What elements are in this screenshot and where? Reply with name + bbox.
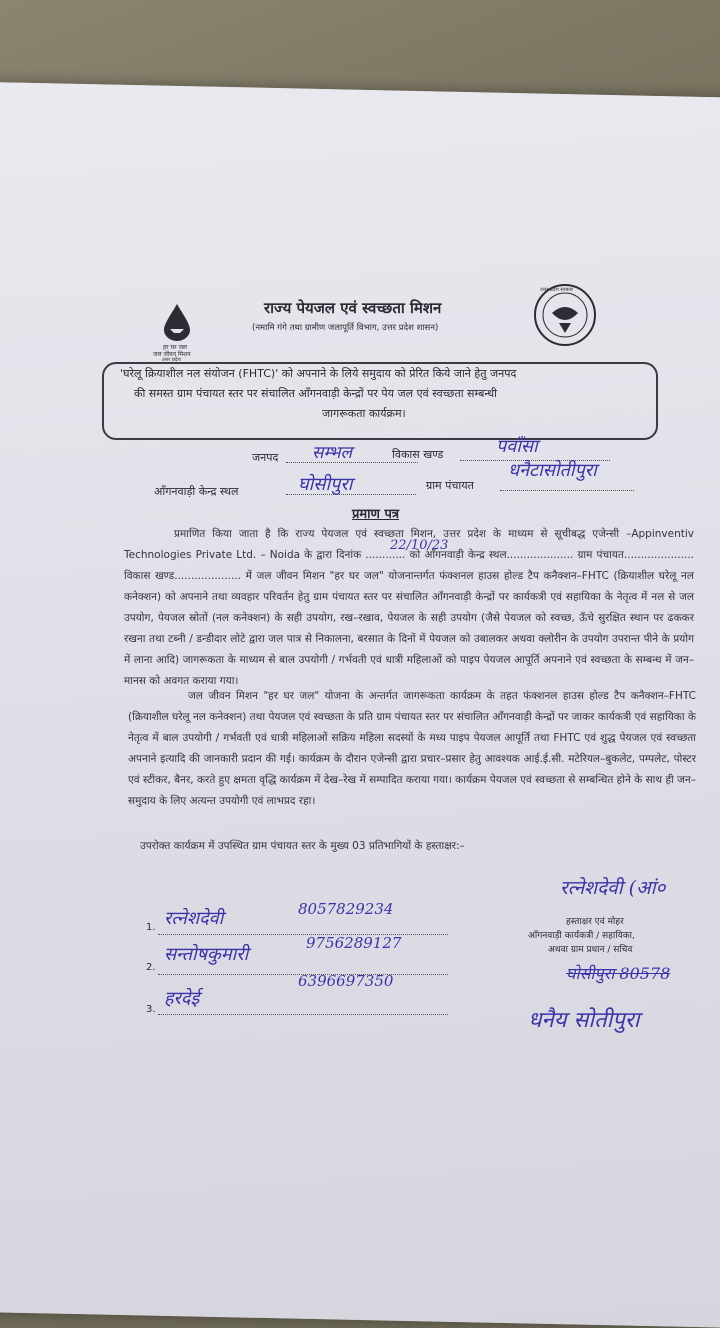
signatory-2-num: 2. (146, 962, 156, 973)
vikas-khand-label: विकास खण्ड (392, 448, 444, 461)
stamp-line-1: घोसीपुरा 80578 (566, 964, 671, 983)
janpad-value: सम्भल (312, 443, 353, 463)
program-line-1: 'घरेलू क्रियाशील नल संयोजन (FHTC)' को अपनाने के लिये समुदाय को प्रेरित किये जाने हेतु जनपद (120, 367, 517, 380)
logo-caption-2: जल जीवन मिशन (153, 351, 191, 358)
date-value: 22/10/23 (390, 538, 449, 553)
right-signature: रत्नेशदेवी (आं० (560, 877, 666, 899)
signatories-intro: उपरोक्त कार्यक्रम में उपस्थित ग्राम पंचायत स्तर के मुख्य 03 प्रतिभागियों के हस्ताक्षर:– (140, 840, 465, 852)
signatory-1-name: रत्नेशदेवी (164, 908, 224, 929)
signatory-1-dots (158, 934, 448, 935)
signatory-3-num: 3. (146, 1004, 156, 1015)
anganwadi-worker-label: आँगनवाड़ी कार्यकत्री / सहायिका, (528, 931, 635, 941)
signatory-3-dots (158, 1014, 448, 1015)
anganwadi-label: आँगनवाड़ी केन्द्र स्थल (154, 485, 239, 498)
anganwadi-value: घोसीपुरा (298, 474, 353, 495)
stamp-line-2: धनैय सोतीपुरा (528, 1008, 640, 1033)
sign-seal-label: हस्ताक्षर एवं मोहर (566, 917, 624, 927)
vikas-khand-value: पवाँसा (496, 436, 538, 457)
certificate-title: प्रमाण पत्र (352, 507, 400, 522)
janpad-label: जनपद (252, 451, 279, 464)
signatory-3-name: हरदेई (164, 988, 200, 1009)
gram-panchayat-value: धनैटासोतीपुरा (508, 460, 597, 481)
emblem-caption: उत्तर प्रदेश सरकार (540, 287, 573, 293)
signatory-2-phone: 9756289127 (306, 934, 402, 952)
logo-caption-1: हर घर जल (163, 344, 187, 351)
gram-panchayat-dots (500, 490, 634, 491)
pradhan-secretary-label: अथवा ग्राम प्रधान / सचिव (548, 945, 633, 955)
signatory-1-phone: 8057829234 (298, 900, 394, 918)
logo-caption-3: उत्तर प्रदेश (162, 357, 181, 363)
paragraph-2: जल जीवन मिशन "हर घर जल" योजना के अन्तर्गत जागरूकता कार्यक्रम के तहत फंक्शनल हाउस होल्ड टैप कनैक्शन–FHTC (क्रियाशील घरेलू नल कनेक्शन) तथा पेयजल एवं स्वच्छता के प्रति ग्राम पंचायत स्तर पर संचालित आँगनवाड़ी केन्द्रों पर जाकर कार्यकत्री एवं सहायिका के नेतृत्व में बाल उपयोगी / गर्भवती एवं धात्री महिलाओं सक्रिय महिला सदस्यों के मध्य पाइप पेयजल आपूर्ति तथा FHTC एवं शुद्ध पेयजल एवं स्वच्छता अपनाने इत्यादि की जानकारी प्रदान की गई। कार्यक्रम के दौरान एजेन्सी द्वारा प्रचार–प्रसार हेतु आवश्यक आई.ई.सी. मटेरियल–बुकलेट, पम्पलेट, पोस्टर एवं स्टीकर, बैनर, करते हुए क्षमता वृद्धि कार्यक्रम में देख–रेख में सम्पादित कराया गया। कार्यक्रम पेयजल एवं स्वच्छता से सम्बन्धित होने के साथ ही जन–समुदाय के लिए अत्यन्त उपयोगी एवं लाभप्रद रहा। (128, 690, 696, 807)
signatory-1-num: 1. (146, 922, 156, 933)
signatory-3-phone: 6396697350 (298, 972, 394, 990)
program-line-2: की समस्त ग्राम पंचायत स्तर पर संचालित आँगनवाड़ी केन्द्रों पर पेय जल एवं स्वच्छता सम्बन्धी (134, 387, 498, 400)
header-title: राज्य पेयजल एवं स्वच्छता मिशन (264, 299, 442, 317)
water-drop-logo-icon (160, 302, 194, 342)
program-line-3: जागरूकता कार्यक्रम। (322, 407, 406, 420)
paragraph-1: प्रमाणित किया जाता है कि राज्य पेयजल एवं स्वच्छता मिशन, उत्तर प्रदेश के माध्यम से सूचीबद्ध एजेन्सी –Appinventiv Technologies Private Ltd. – Noida के द्वारा दिनांक ............ को आँगनवाड़ी केन्द्र स्थल.................... ग्राम पंचायत..................... विकास खण्ड.................... में जल जीवन मिशन "हर घर जल" योजनान्तर्गत फंक्शनल हाउस होल्ड टैप कनैक्शन–FHTC (क्रियाशील घरेलू नल कनेक्शन) को अपनाने तथा व्यवहार परिवर्तन हेतु ग्राम पंचायत स्तर पर संचालित आँगनवाड़ी केन्द्रों पर कार्यकत्री एवं सहायिका के नेतृत्व में नल से जल उपयोग, पेयजल स्रोतों (नल कनेक्शन) के सही उपयोग, रख–रखाव, पेयजल के सही उपयोग (जैसे पेयजल को स्वच्छ, ऊँचे सुरक्षित स्थान पर ढककर रखना तथा टब्नी / डन्डीदार लोटे द्वारा जल पात्र से निकालना, बरसात के दिनों में पेयजल को उबालकर अथवा क्लोरीन के उपयोग उपरान्त पीने के प्रयोग में लाना आदि) जागरूकता के माध्यम से बाल उपयोगी / गर्भवती एवं धात्री महिलाओं को पाइप पेयजल आपूर्ति अपनाने एवं स्वच्छता के सम्बन्ध में जन–मानस को अवगत कराया गया। (124, 528, 694, 687)
signatory-2-name: सन्तोषकुमारी (164, 944, 249, 965)
header-subtitle: (नमामि गंगे तथा ग्रामीण जलापूर्ति विभाग, उत्तर प्रदेश शासन) (252, 323, 439, 333)
gram-panchayat-label: ग्राम पंचायत (426, 479, 474, 492)
